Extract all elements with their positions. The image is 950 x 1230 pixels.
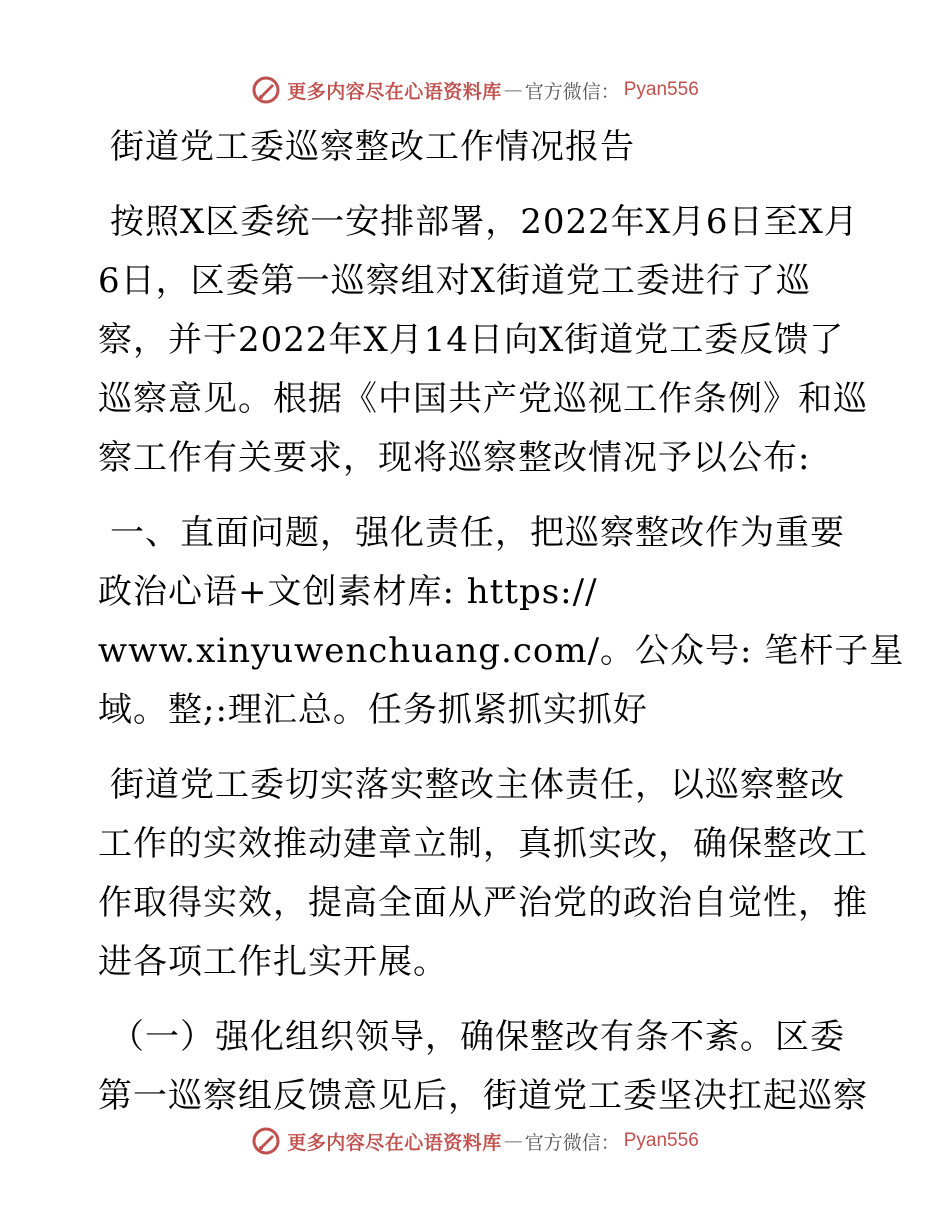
watermark-main-text: 更多内容尽在心语资料库: [287, 1131, 502, 1154]
footer-watermark: [0, 1123, 950, 1159]
watermark-label: 官方微信：: [524, 1131, 620, 1154]
watermark-label: 官方微信：: [524, 80, 620, 103]
document-title: 街道党工委巡察整改工作情况报告: [110, 127, 635, 167]
paragraph-line: 巡察意见。根据《中国共产党巡视工作条例》和巡: [98, 379, 868, 419]
paragraph-responsibility: [98, 756, 868, 992]
paragraph-line: 察，并于2022年X月14日向X街道党工委反馈了: [98, 320, 845, 360]
header-watermark: [0, 72, 950, 108]
watermark-main-text: 更多内容尽在心语资料库: [287, 80, 502, 103]
red-pen-circle-logo-icon: [251, 75, 281, 105]
watermark-account: Pyan556: [623, 79, 699, 100]
subsection-1: [98, 1008, 868, 1126]
paragraph-line: 察工作有关要求，现将巡察整改情况予以公布:: [98, 438, 811, 478]
paragraph-line: 一、直面问题，强化责任，把巡察整改作为重要: [110, 513, 845, 553]
paragraph-line: 第一巡察组反馈意见后，街道党工委坚决扛起巡察: [98, 1076, 868, 1116]
paragraph-line: 进各项工作扎实开展。: [98, 942, 448, 982]
paragraph-line: 政治心语+文创素材库: https://: [98, 572, 598, 612]
paragraph-line: （一）强化组织领导，确保整改有条不紊。区委: [110, 1017, 845, 1057]
watermark-separator: —: [503, 79, 523, 101]
paragraph-line: 工作的实效推动建章立制，真抓实改，确保整改工: [98, 824, 868, 864]
watermark-separator: —: [503, 1130, 523, 1152]
document-body: [98, 118, 905, 1126]
paragraph-intro: [98, 193, 868, 488]
red-pen-circle-logo-icon: [251, 1126, 281, 1156]
paragraph-line: 作取得实效，提高全面从严治党的政治自觉性，推: [98, 883, 868, 923]
section-heading-1: [98, 504, 905, 740]
paragraph-line: www.xinyuwenchuang.com/。公众号: 笔杆子星: [98, 631, 905, 671]
paragraph-line: 街道党工委切实落实整改主体责任，以巡察整改: [110, 765, 845, 805]
watermark-account: Pyan556: [623, 1130, 699, 1151]
paragraph-line: 域。整;:理汇总。任务抓紧抓实抓好: [98, 690, 648, 730]
paragraph-line: 按照X区委统一安排部署，2022年X月6日至X月: [110, 202, 859, 242]
paragraph-line: 6日，区委第一巡察组对X街道党工委进行了巡: [98, 261, 811, 301]
